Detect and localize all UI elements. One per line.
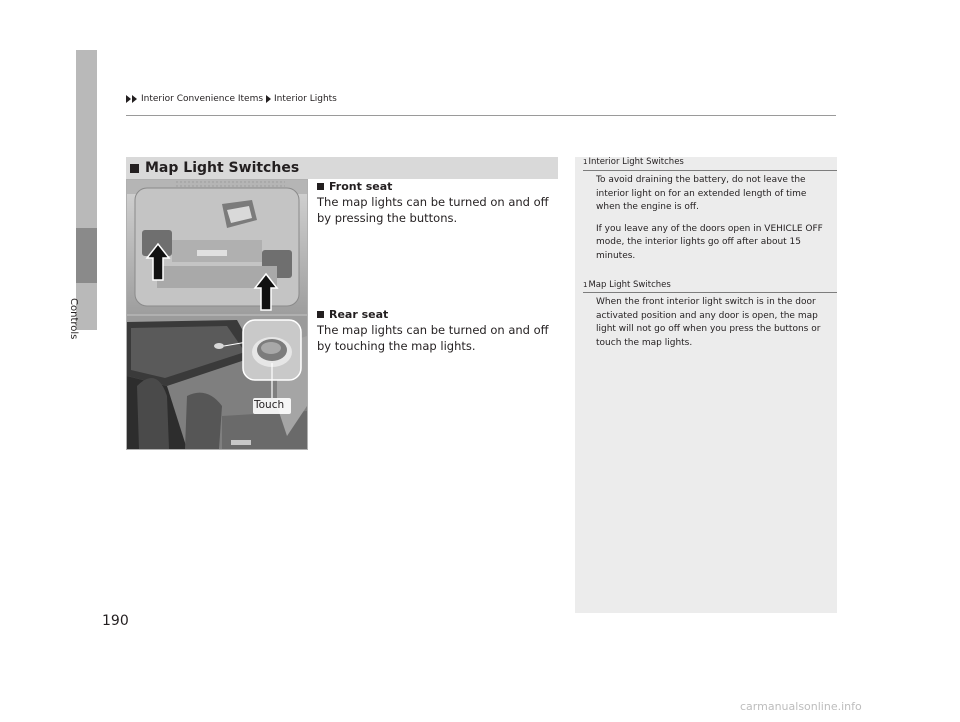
breadcrumb-level1[interactable]: Interior Convenience Items — [141, 94, 264, 104]
page-number: 190 — [102, 613, 129, 629]
breadcrumb-level2[interactable]: Interior Lights — [274, 94, 337, 104]
note-number: 1 — [583, 281, 588, 289]
rear-seat-heading-text: Rear seat — [329, 308, 389, 321]
rear-seat-heading — [317, 308, 388, 321]
front-seat-heading — [317, 180, 392, 193]
front-seat-text: The map lights can be turned on and off by pressing the buttons. — [317, 195, 549, 225]
breadcrumb-arrow-icon — [132, 95, 137, 103]
note-heading — [583, 157, 684, 167]
chapter-tab-marker — [76, 228, 97, 283]
rear-map-light-photo — [126, 315, 308, 450]
watermark-text: carmanualsonline.info — [740, 700, 862, 713]
front-map-light-photo — [126, 179, 308, 315]
header-divider — [126, 115, 836, 116]
note-title: Map Light Switches — [588, 280, 671, 290]
note-paragraph: When the front interior light switch is in the door activated position and any door is open, the map light will not go off when you press the buttons or touch the map lights. — [596, 297, 821, 348]
breadcrumb — [126, 94, 337, 104]
note-title: Interior Light Switches — [588, 157, 684, 167]
section-square-icon — [130, 164, 139, 173]
subsection-square-icon — [317, 183, 324, 190]
note-paragraph: To avoid draining the battery, do not leave the interior light on for an extended length of time when the engine is off. — [596, 175, 807, 212]
section-title-bar — [126, 157, 558, 179]
note-number: 1 — [583, 158, 588, 166]
breadcrumb-arrow-icon — [126, 95, 131, 103]
section-title: Map Light Switches — [145, 160, 300, 176]
note-paragraph: If you leave any of the doors open in VEHICLE OFF mode, the interior lights go off after about 15 minutes. — [596, 223, 823, 261]
breadcrumb-arrow-icon — [266, 95, 271, 103]
touch-callout-label: Touch — [254, 399, 285, 411]
front-seat-heading-text: Front seat — [329, 180, 393, 193]
subsection-square-icon — [317, 311, 324, 318]
note-heading — [583, 280, 671, 290]
note-divider — [583, 292, 837, 293]
rear-seat-text: The map lights can be turned on and off by touching the map lights. — [317, 323, 549, 353]
note-body — [596, 296, 832, 358]
chapter-label: Controls — [68, 298, 79, 340]
note-divider — [583, 170, 837, 171]
chapter-tab — [76, 50, 97, 330]
note-body — [596, 174, 832, 271]
